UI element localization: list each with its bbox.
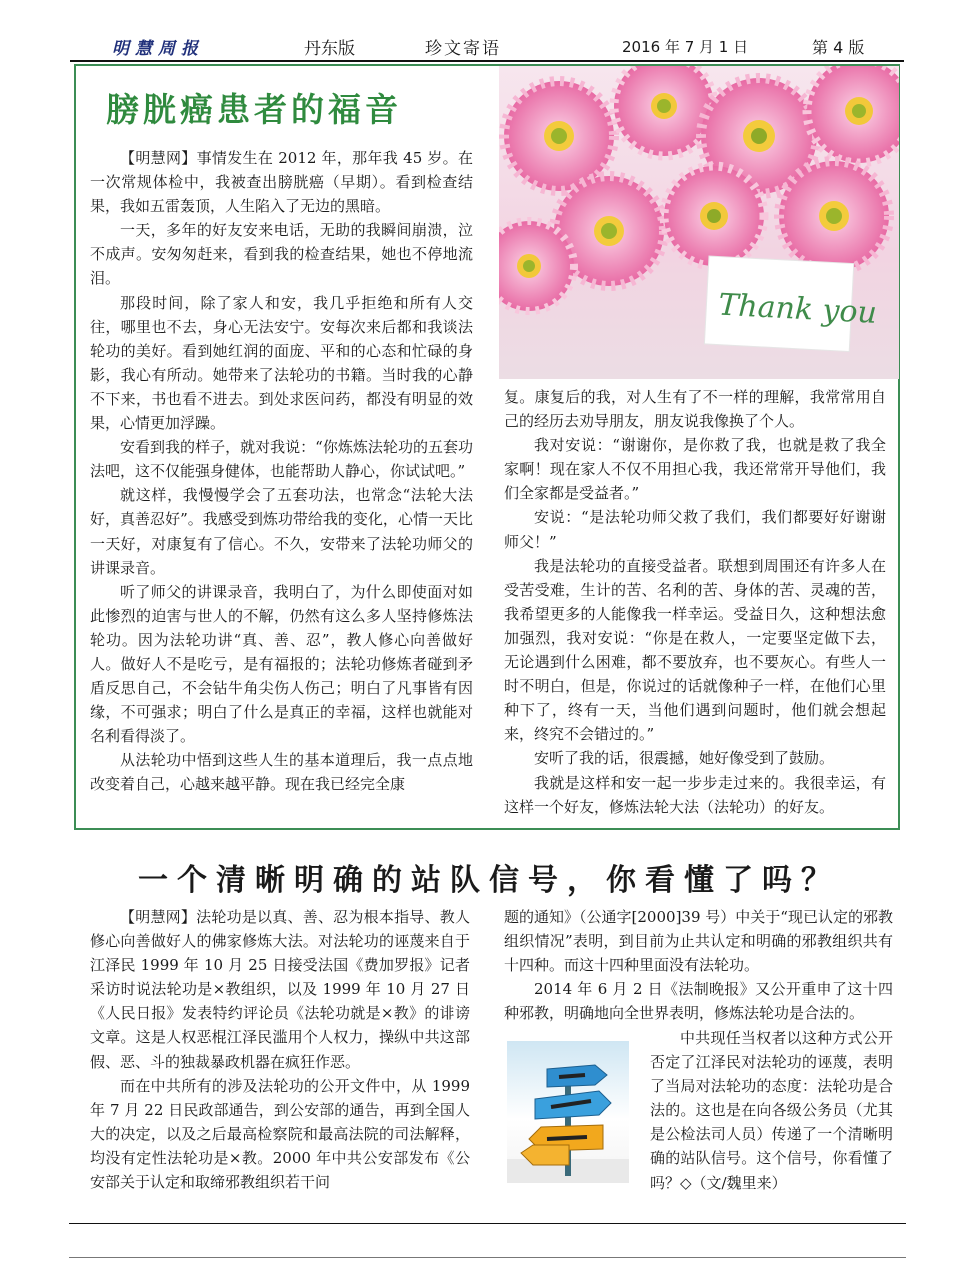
daisy-bouquet-illustration (499, 66, 899, 379)
article2-column-2 (504, 905, 893, 1025)
paragraph: 从法轮功中悟到这些人生的基本道理后，我一点点地改变着自己，心越来越平静。现在我已经完全康 (90, 751, 473, 794)
article2-title: 一个清晰明确的站队信号，你看懂了吗？ (138, 863, 840, 898)
paragraph: 我就是这样和安一起一步步走过来的。我很幸运，有这样一个好友，修炼法轮大法（法轮功）的好友。 (504, 773, 886, 816)
card-text: Thank you (717, 287, 878, 331)
paragraph: 题的通知》（公通字[2000]39 号）中关于“现已认定的邪教组织情况”表明，到目前为止共认定和明确的邪教组织共有十四种。而这十四种里面没有法轮功。 (504, 908, 893, 975)
column-label: 珍文寄语 (425, 39, 501, 59)
paragraph: 就这样，我慢慢学会了五套功法，也常念“法轮大法好，真善忍好”。我感受到炼功带给我的变化，心情一天比一天好，对康复有了信心。不久，安带来了法轮功师父的讲课录音。 (90, 486, 473, 577)
paper-name: 明慧周报 (112, 39, 204, 59)
paragraph: 安听了我的话，很震撼，她好像受到了鼓励。 (534, 749, 835, 768)
thank-you-card (704, 256, 879, 353)
flower-image (499, 66, 899, 379)
paragraph: 一天，多年的好友安来电话，无助的我瞬间崩溃，泣不成声。安匆匆赶来，看到我的检查结果，她也不停地流泪。 (90, 221, 473, 288)
paragraph: 安看到我的样子，就对我说：“你炼炼法轮功的五套功法吧，这不仅能强身健体，也能帮助人静心，你试试吧。” (90, 438, 473, 481)
paragraph: 那段时间，除了家人和安，我几乎拒绝和所有人交往，哪里也不去，身心无法安宁。安每次来后都和我谈法轮功的美好。看到她红润的面庞、平和的心态和忙碌的身影，我心有所动。她带来了法轮功的书籍。当时我的心静不下来，书也看不进去。到处求医问药，都没有明显的效果，心情更加浮躁。 (90, 293, 473, 433)
header-divider (70, 60, 904, 62)
signpost-image (507, 1041, 629, 1183)
paragraph: 我是法轮功的直接受益者。联想到周围还有许多人在受苦受难，生计的苦、名利的苦、身体的苦、灵魂的苦，我希望更多的人能像我一样幸运。受益日久，这种想法愈加强烈，我对安说：“你是在救人，一定要坚定做下去，无论遇到什么困难，都不要放弃，也不要灰心。有些人一时不明白，但是，你说过的话就像种子一样，在他们心里种下了，终有一天，当他们遇到问题时，他们就会想起来，终究不会错过的。” (504, 556, 886, 744)
page-number: 第 4 版 (812, 38, 865, 57)
paragraph: 复。康复后的我，对人生有了不一样的理解，我常常用自己的经历去劝导朋友，朋友说我像换了个人。 (504, 388, 886, 431)
edition-label: 丹东版 (304, 39, 355, 59)
bottom-rule (69, 1257, 906, 1258)
paragraph: 安说：“是法轮功师父救了我们，我们都要好好谢谢师父！” (504, 508, 886, 551)
paragraph: 中共现任当权者以这种方式公开否定了江泽民对法轮功的诬蔑，表明了当局对法轮功的态度：法轮功是合法的。这也是在向各级公务员（尤其是公检法司人员）传递了一个清晰明确的站队信号。这个信号，你看懂了吗？◇（文/魏里来） (650, 1029, 893, 1192)
paragraph: 听了师父的讲课录音，我明白了，为什么即使面对如此惨烈的迫害与世人的不解，仍然有这么多人坚持修炼法轮功。因为法轮功讲“真、善、忍”，教人修心向善做好人。做好人不是吃亏，是有福报的；法轮功修炼者碰到矛盾反思自己，不会钻牛角尖伤人伤己；明白了凡事皆有因缘，不可强求；明白了什么是真正的幸福，这样也就能对名利看得淡了。 (90, 582, 473, 746)
paragraph: 【明慧网】事情发生在 2012 年，那年我 45 岁。在一次常规体检中，我被查出膀胱癌（早期）。看到检查结果，我如五雷轰顶，人生陷入了无边的黑暗。 (90, 149, 473, 216)
road-sign-illustration (507, 1041, 629, 1183)
paragraph: 【明慧网】法轮功是以真、善、忍为根本指导、教人修心向善做好人的佛家修炼大法。对法轮功的诬蔑来自于江泽民 1999 年 10 月 25 日接受法国《费加罗报》记者采访时说法轮功是×教组织，以及 1999 年 10 月 27 日《人民日报》发表特约评论员《法轮功就是×教》的诽谤文章。这是人权恶棍江泽民滥用个人权力，操纵中共这部假、恶、斗的独裁暴政机器在疯狂作恶。 (90, 908, 470, 1071)
paragraph: 2014 年 6 月 2 日《法制晚报》又公开重申了这十四种邪教，明确地向全世界表明，修炼法轮功是合法的。 (504, 980, 893, 1023)
article1-column-1 (90, 146, 473, 797)
article2-column-1 (90, 905, 470, 1194)
issue-date: 2016 年 7 月 1 日 (622, 38, 749, 56)
paragraph: 我对安说：“谢谢你，是你救了我，也就是救了我全家啊！现在家人不仅不用担心我，我还常常开导他们，我们全家都是受益者。” (504, 436, 886, 503)
article2-column-3 (650, 1026, 893, 1195)
paragraph: 而在中共所有的涉及法轮功的公开文件中，从 1999 年 7 月 22 日民政部通告，到公安部的通告，再到全国人大的决定，以及之后最高检察院和最高法院的司法解释，均没有定性法轮功是×教。2000 年中共公安部发布《公安部关于认定和取缔邪教组织若干问 (90, 1076, 470, 1192)
article1-title: 膀胱癌患者的福音 (106, 90, 402, 129)
footer-divider (69, 1223, 906, 1224)
article1-column-2 (504, 385, 886, 819)
